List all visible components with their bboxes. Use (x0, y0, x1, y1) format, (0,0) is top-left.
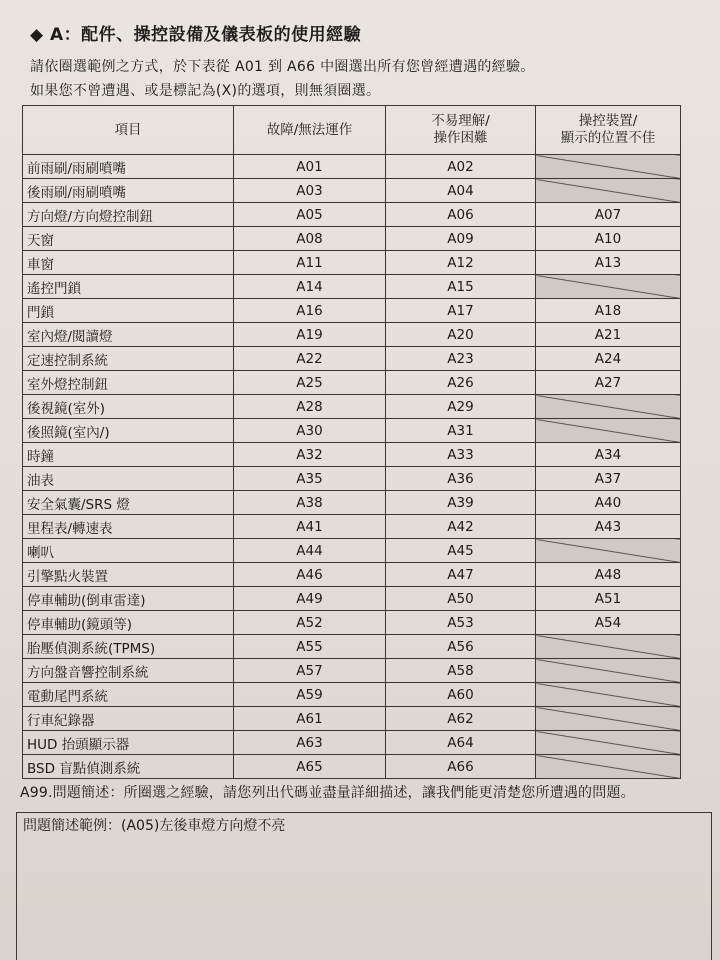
code-control[interactable]: A34 (536, 443, 681, 467)
code-fault[interactable]: A59 (234, 683, 386, 707)
table-row (23, 539, 681, 563)
code-fault[interactable]: A61 (234, 707, 386, 731)
table-row (23, 227, 681, 251)
code-control[interactable]: A24 (536, 347, 681, 371)
table-row (23, 395, 681, 419)
row-item-label: 車窗 (23, 251, 234, 275)
code-fault[interactable]: A16 (234, 299, 386, 323)
code-difficult[interactable]: A45 (386, 539, 536, 563)
not-applicable-cell (536, 707, 681, 731)
table-row (23, 659, 681, 683)
code-difficult[interactable]: A15 (386, 275, 536, 299)
table-row (23, 515, 681, 539)
table-row (23, 491, 681, 515)
table-row (23, 683, 681, 707)
row-item-label: 室內燈/閱讀燈 (23, 323, 234, 347)
code-difficult[interactable]: A39 (386, 491, 536, 515)
code-control[interactable]: A07 (536, 203, 681, 227)
code-fault[interactable]: A01 (234, 155, 386, 179)
instruction-line-1: 請依圈選範例之方式，於下表從 A01 到 A66 中圈選出所有您曾經遭遇的經驗。 (30, 59, 535, 75)
code-fault[interactable]: A63 (234, 731, 386, 755)
not-applicable-cell (536, 659, 681, 683)
code-fault[interactable]: A08 (234, 227, 386, 251)
answer-box[interactable] (16, 812, 712, 960)
code-fault[interactable]: A05 (234, 203, 386, 227)
code-difficult[interactable]: A56 (386, 635, 536, 659)
code-fault[interactable]: A03 (234, 179, 386, 203)
not-applicable-cell (536, 275, 681, 299)
row-item-label: 天窗 (23, 227, 234, 251)
table-row (23, 563, 681, 587)
code-control[interactable]: A13 (536, 251, 681, 275)
code-difficult[interactable]: A64 (386, 731, 536, 755)
code-difficult[interactable]: A04 (386, 179, 536, 203)
row-item-label: 里程表/轉速表 (23, 515, 234, 539)
code-difficult[interactable]: A36 (386, 467, 536, 491)
code-difficult[interactable]: A42 (386, 515, 536, 539)
code-difficult[interactable]: A02 (386, 155, 536, 179)
row-item-label: 後視鏡(室外) (23, 395, 234, 419)
code-difficult[interactable]: A33 (386, 443, 536, 467)
section-title: ◆ A：配件、操控設備及儀表板的使用經驗 (30, 25, 362, 45)
code-fault[interactable]: A55 (234, 635, 386, 659)
not-applicable-cell (536, 731, 681, 755)
not-applicable-cell (536, 683, 681, 707)
code-difficult[interactable]: A66 (386, 755, 536, 779)
table-row (23, 755, 681, 779)
code-difficult[interactable]: A17 (386, 299, 536, 323)
code-control[interactable]: A18 (536, 299, 681, 323)
code-difficult[interactable]: A53 (386, 611, 536, 635)
not-applicable-cell (536, 179, 681, 203)
row-item-label: 門鎖 (23, 299, 234, 323)
table-header-row (23, 106, 681, 155)
row-item-label: 引擎點火裝置 (23, 563, 234, 587)
header-fault: 故障/無法運作 (234, 106, 386, 155)
code-fault[interactable]: A11 (234, 251, 386, 275)
code-fault[interactable]: A22 (234, 347, 386, 371)
row-item-label: 時鐘 (23, 443, 234, 467)
row-item-label: 遙控門鎖 (23, 275, 234, 299)
row-item-label: 電動尾門系統 (23, 683, 234, 707)
row-item-label: 停車輔助(倒車雷達) (23, 587, 234, 611)
not-applicable-cell (536, 755, 681, 779)
code-difficult[interactable]: A50 (386, 587, 536, 611)
code-control[interactable]: A40 (536, 491, 681, 515)
code-difficult[interactable]: A60 (386, 683, 536, 707)
code-fault[interactable]: A44 (234, 539, 386, 563)
code-fault[interactable]: A25 (234, 371, 386, 395)
row-item-label: 停車輔助(鏡頭等) (23, 611, 234, 635)
code-fault[interactable]: A32 (234, 443, 386, 467)
code-difficult[interactable]: A58 (386, 659, 536, 683)
code-fault[interactable]: A46 (234, 563, 386, 587)
code-difficult[interactable]: A29 (386, 395, 536, 419)
code-control[interactable]: A54 (536, 611, 681, 635)
code-difficult[interactable]: A62 (386, 707, 536, 731)
not-applicable-cell (536, 635, 681, 659)
code-difficult[interactable]: A47 (386, 563, 536, 587)
table-row (23, 251, 681, 275)
row-item-label: HUD 抬頭顯示器 (23, 731, 234, 755)
code-difficult[interactable]: A20 (386, 323, 536, 347)
table-row (23, 299, 681, 323)
row-item-label: 安全氣囊/SRS 燈 (23, 491, 234, 515)
header-item: 項目 (23, 106, 234, 155)
row-item-label: 油表 (23, 467, 234, 491)
not-applicable-cell (536, 419, 681, 443)
code-difficult[interactable]: A31 (386, 419, 536, 443)
header-control-position: 操控裝置/ 顯示的位置不佳 (536, 106, 681, 155)
row-item-label: BSD 盲點偵測系統 (23, 755, 234, 779)
table-row (23, 179, 681, 203)
code-fault[interactable]: A41 (234, 515, 386, 539)
code-fault[interactable]: A65 (234, 755, 386, 779)
row-item-label: 方向盤音響控制系統 (23, 659, 234, 683)
header-difficult: 不易理解/ 操作困難 (386, 106, 536, 155)
table-row (23, 323, 681, 347)
table-row (23, 419, 681, 443)
table-row (23, 587, 681, 611)
code-fault[interactable]: A19 (234, 323, 386, 347)
experience-table (22, 105, 681, 779)
code-control[interactable]: A10 (536, 227, 681, 251)
code-control[interactable]: A27 (536, 371, 681, 395)
code-fault[interactable]: A49 (234, 587, 386, 611)
code-fault[interactable]: A28 (234, 395, 386, 419)
question-a99: A99.問題簡述：所圈選之經驗，請您列出代碼並盡量詳細描述，讓我們能更清楚您所遭遇的問題。 (20, 785, 635, 801)
table-row (23, 203, 681, 227)
table-row (23, 635, 681, 659)
answer-example: 問題簡述範例：(A05)左後車燈方向燈不亮 (23, 818, 286, 834)
table-row (23, 371, 681, 395)
code-difficult[interactable]: A09 (386, 227, 536, 251)
code-fault[interactable]: A52 (234, 611, 386, 635)
row-item-label: 前雨刷/雨刷噴嘴 (23, 155, 234, 179)
row-item-label: 喇叭 (23, 539, 234, 563)
row-item-label: 室外燈控制鈕 (23, 371, 234, 395)
instruction-line-2: 如果您不曾遭遇、或是標記為(X)的選項，則無須圈選。 (30, 83, 381, 99)
code-fault[interactable]: A38 (234, 491, 386, 515)
table-row (23, 155, 681, 179)
row-item-label: 行車紀錄器 (23, 707, 234, 731)
code-control[interactable]: A51 (536, 587, 681, 611)
table-row (23, 347, 681, 371)
code-difficult[interactable]: A23 (386, 347, 536, 371)
table-row (23, 443, 681, 467)
not-applicable-cell (536, 539, 681, 563)
table-row (23, 275, 681, 299)
table-row (23, 731, 681, 755)
table-row (23, 611, 681, 635)
code-difficult[interactable]: A06 (386, 203, 536, 227)
not-applicable-cell (536, 395, 681, 419)
code-control[interactable]: A48 (536, 563, 681, 587)
row-item-label: 後雨刷/雨刷噴嘴 (23, 179, 234, 203)
not-applicable-cell (536, 155, 681, 179)
code-control[interactable]: A43 (536, 515, 681, 539)
row-item-label: 方向燈/方向燈控制鈕 (23, 203, 234, 227)
code-fault[interactable]: A14 (234, 275, 386, 299)
code-fault[interactable]: A35 (234, 467, 386, 491)
row-item-label: 胎壓偵測系統(TPMS) (23, 635, 234, 659)
code-control[interactable]: A21 (536, 323, 681, 347)
row-item-label: 後照鏡(室內/) (23, 419, 234, 443)
code-fault[interactable]: A30 (234, 419, 386, 443)
table-row (23, 467, 681, 491)
code-fault[interactable]: A57 (234, 659, 386, 683)
table-row (23, 707, 681, 731)
code-difficult[interactable]: A26 (386, 371, 536, 395)
row-item-label: 定速控制系統 (23, 347, 234, 371)
code-difficult[interactable]: A12 (386, 251, 536, 275)
code-control[interactable]: A37 (536, 467, 681, 491)
